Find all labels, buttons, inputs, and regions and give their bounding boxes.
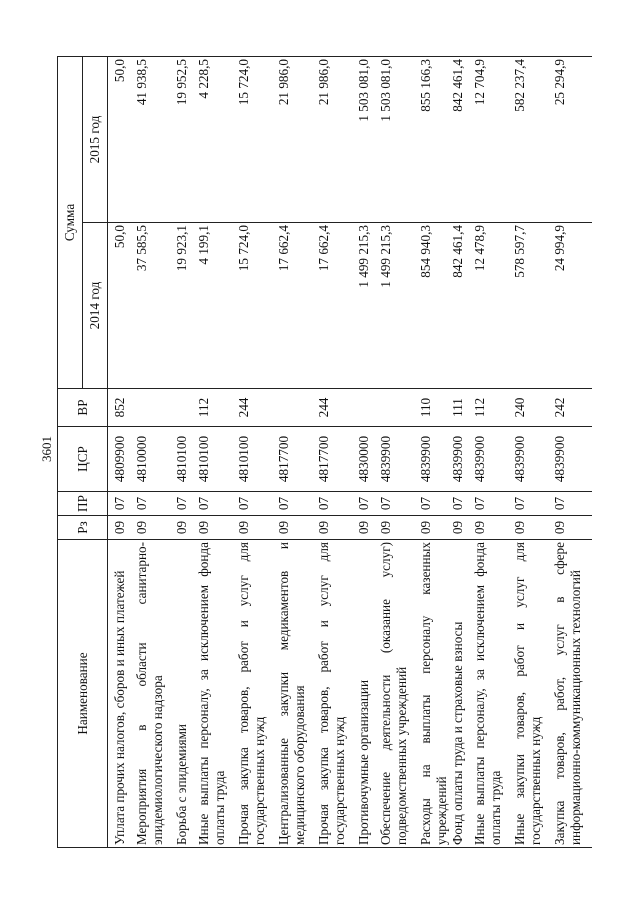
table-row — [378, 57, 418, 848]
budget-table — [57, 56, 592, 848]
row-vr: 240 — [512, 389, 552, 427]
table-row — [236, 57, 276, 848]
header-csr: ЦСР — [58, 427, 108, 492]
row-vr — [174, 389, 196, 427]
row-vr: 244 — [316, 389, 356, 427]
table-row — [418, 57, 450, 848]
table-row — [134, 57, 174, 848]
row-sum-2015: 12 704,9 — [472, 57, 512, 223]
row-sum-2015: 21 986,0 — [276, 57, 316, 223]
row-sum-2014: 37 585,5 — [134, 223, 174, 389]
row-csr: 4810000 — [134, 427, 174, 492]
row-name: Обеспечение деятельности (оказание услуг) подведомственных учреждений — [378, 540, 418, 848]
table-body — [108, 57, 593, 848]
row-pr: 07 — [236, 492, 276, 516]
row-rz: 09 — [236, 516, 276, 540]
row-rz: 09 — [174, 516, 196, 540]
row-sum-2014: 24 994,9 — [552, 223, 592, 389]
row-sum-2015: 1 503 081,0 — [378, 57, 418, 223]
row-csr: 4839900 — [418, 427, 450, 492]
row-pr: 07 — [134, 492, 174, 516]
row-sum-2014: 1 499 215,3 — [378, 223, 418, 389]
row-vr — [356, 389, 378, 427]
row-pr: 07 — [472, 492, 512, 516]
rotated-page — [57, 57, 640, 845]
row-csr: 4839900 — [512, 427, 552, 492]
row-vr: 112 — [472, 389, 512, 427]
row-name: Борьба с эпидемиями — [174, 540, 196, 848]
row-pr: 07 — [108, 492, 135, 516]
row-vr: 110 — [418, 389, 450, 427]
table-row — [472, 57, 512, 848]
rotated-content — [57, 57, 605, 848]
row-name: Иные выплаты персоналу, за исключением фонда оплаты труда — [196, 540, 236, 848]
row-csr: 4839900 — [450, 427, 472, 492]
row-sum-2015: 1 503 081,0 — [356, 57, 378, 223]
table-row — [276, 57, 316, 848]
header-pr: ПР — [58, 492, 108, 516]
row-vr: 852 — [108, 389, 135, 427]
row-sum-2015: 4 228,5 — [196, 57, 236, 223]
row-sum-2014: 578 597,7 — [512, 223, 552, 389]
row-name: Прочая закупка товаров, работ и услуг для государственных нужд — [236, 540, 276, 848]
table-row — [196, 57, 236, 848]
row-sum-2014: 854 940,3 — [418, 223, 450, 389]
row-name: Иные закупки товаров, работ и услуг для государственных нужд — [512, 540, 552, 848]
table-row — [316, 57, 356, 848]
row-csr: 4839900 — [378, 427, 418, 492]
row-vr — [378, 389, 418, 427]
table-row — [174, 57, 196, 848]
header-name: Наименование — [58, 540, 108, 848]
row-pr: 07 — [378, 492, 418, 516]
row-sum-2015: 855 166,3 — [418, 57, 450, 223]
row-rz: 09 — [472, 516, 512, 540]
row-csr: 4810100 — [174, 427, 196, 492]
row-rz: 09 — [276, 516, 316, 540]
row-vr: 111 — [450, 389, 472, 427]
row-sum-2015: 19 952,5 — [174, 57, 196, 223]
table-header — [58, 57, 108, 848]
row-pr: 07 — [316, 492, 356, 516]
row-sum-2015: 15 724,0 — [236, 57, 276, 223]
row-csr: 4810100 — [196, 427, 236, 492]
row-pr: 07 — [450, 492, 472, 516]
row-rz: 09 — [450, 516, 472, 540]
row-rz: 09 — [108, 516, 135, 540]
table-row — [450, 57, 472, 848]
row-rz: 09 — [552, 516, 592, 540]
row-csr: 4810100 — [236, 427, 276, 492]
row-sum-2015: 41 938,5 — [134, 57, 174, 223]
row-sum-2014: 19 923,1 — [174, 223, 196, 389]
row-name: Прочая закупка товаров, работ и услуг для государственных нужд — [316, 540, 356, 848]
row-sum-2014: 17 662,4 — [276, 223, 316, 389]
row-csr: 4817700 — [276, 427, 316, 492]
row-rz: 09 — [134, 516, 174, 540]
row-rz: 09 — [196, 516, 236, 540]
header-year-2014: 2014 год — [83, 223, 108, 389]
row-sum-2014: 4 199,1 — [196, 223, 236, 389]
row-name: Уплата прочих налогов, сборов и иных платежей — [108, 540, 135, 848]
row-vr: 112 — [196, 389, 236, 427]
row-rz: 09 — [512, 516, 552, 540]
row-vr — [276, 389, 316, 427]
row-vr: 242 — [552, 389, 592, 427]
row-csr: 4809900 — [108, 427, 135, 492]
row-csr: 4817700 — [316, 427, 356, 492]
row-sum-2014: 50,0 — [108, 223, 135, 389]
row-name: Фонд оплаты труда и страховые взносы — [450, 540, 472, 848]
page-number: 3601 — [39, 436, 54, 462]
header-rz: Рз — [58, 516, 108, 540]
row-sum-2015: 21 986,0 — [316, 57, 356, 223]
row-csr: 4830000 — [356, 427, 378, 492]
row-name: Закупка товаров, работ, услуг в сфере информационно-коммуникационных технологий — [552, 540, 592, 848]
row-name: Расходы на выплаты персоналу казенных учреждений — [418, 540, 450, 848]
row-csr: 4839900 — [472, 427, 512, 492]
row-csr: 4839900 — [552, 427, 592, 492]
row-pr: 07 — [174, 492, 196, 516]
row-sum-2014: 12 478,9 — [472, 223, 512, 389]
row-vr — [134, 389, 174, 427]
row-rz: 09 — [356, 516, 378, 540]
header-vr: ВР — [58, 389, 108, 427]
row-vr: 244 — [236, 389, 276, 427]
row-name: Мероприятия в области санитарно-эпидемиологического надзора — [134, 540, 174, 848]
row-pr: 07 — [276, 492, 316, 516]
row-sum-2015: 25 294,9 — [552, 57, 592, 223]
row-pr: 07 — [356, 492, 378, 516]
table-row — [552, 57, 592, 848]
row-name: Централизованные закупки медикаментов и медицинского оборудования — [276, 540, 316, 848]
row-pr: 07 — [196, 492, 236, 516]
row-sum-2014: 17 662,4 — [316, 223, 356, 389]
table-row — [356, 57, 378, 848]
row-rz: 09 — [316, 516, 356, 540]
row-name: Иные выплаты персоналу, за исключением фонда оплаты труда — [472, 540, 512, 848]
row-pr: 07 — [512, 492, 552, 516]
row-sum-2014: 842 461,4 — [450, 223, 472, 389]
header-sum: Сумма — [58, 57, 83, 389]
row-sum-2015: 582 237,4 — [512, 57, 552, 223]
row-sum-2014: 1 499 215,3 — [356, 223, 378, 389]
row-rz: 09 — [418, 516, 450, 540]
table-row — [512, 57, 552, 848]
row-pr: 07 — [552, 492, 592, 516]
header-year-2015: 2015 год — [83, 57, 108, 223]
row-sum-2015: 842 461,4 — [450, 57, 472, 223]
row-pr: 07 — [418, 492, 450, 516]
row-sum-2014: 15 724,0 — [236, 223, 276, 389]
row-rz: 09 — [378, 516, 418, 540]
row-name: Противочумные организации — [356, 540, 378, 848]
row-sum-2015: 50,0 — [108, 57, 135, 223]
table-row — [108, 57, 135, 848]
